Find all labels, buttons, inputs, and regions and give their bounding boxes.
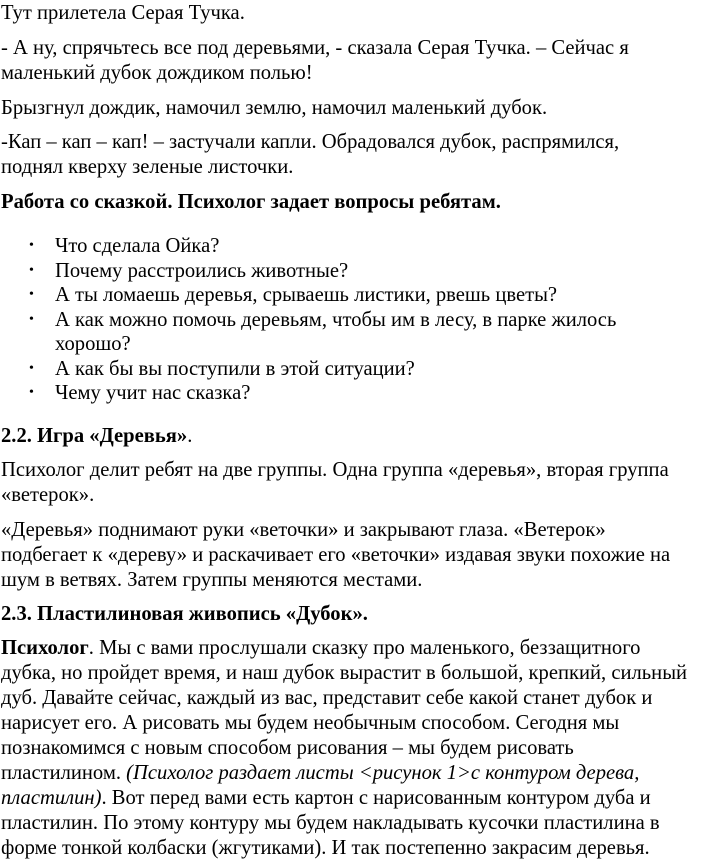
bullet-icon: • bbox=[29, 385, 34, 400]
story-text: маленький дубок дождиком полью! bbox=[1, 62, 313, 84]
plasticine-text: пластилином. bbox=[1, 762, 127, 784]
game-paragraph-1 bbox=[1, 458, 704, 508]
list-item bbox=[0, 234, 704, 259]
question-text: хорошо? bbox=[55, 333, 131, 355]
plasticine-text: . Вот перед вами есть картон с нарисованным контуром дуба и bbox=[101, 787, 651, 809]
list-item bbox=[0, 259, 704, 284]
speaker-label: Психолог bbox=[1, 637, 89, 659]
story-text: Тут прилетела Серая Тучка. bbox=[1, 2, 245, 24]
plasticine-text: нарисует его. А рисовать мы будем необычным способом. Сегодня мы bbox=[1, 712, 620, 734]
section-heading-plasticine: 2.3. Пластилиновая живопись «Дубок». bbox=[1, 603, 368, 625]
section-heading-game bbox=[1, 424, 704, 449]
game-text: подбегает к «дереву» и раскачивает его «веточки» издавая звуки похожие на bbox=[1, 544, 671, 566]
story-text: -Кап – кап – кап! – застучали капли. Обрадовался дубок, распрямился, bbox=[1, 131, 620, 153]
question-text: Почему расстроились животные? bbox=[55, 259, 349, 282]
section-heading-work: Работа со сказкой. Психолог задает вопросы ребятам. bbox=[1, 191, 501, 213]
story-text: Брызгнул дождик, намочил землю, намочил маленький дубок. bbox=[1, 97, 548, 119]
plasticine-paragraph bbox=[1, 636, 704, 861]
story-text: поднял кверху зеленые листочки. bbox=[1, 156, 294, 178]
bullet-icon: • bbox=[29, 360, 34, 376]
question-text: А ты ломаешь деревья, срываешь листики, рвешь цветы? bbox=[55, 284, 558, 306]
plasticine-text: пластилин. По этому контуру мы будем накладывать кусочки пластилина в bbox=[1, 812, 660, 834]
stage-direction-text: пластилин) bbox=[1, 787, 102, 809]
plasticine-text: познакомимся с новым способом рисования – мы будем рисовать bbox=[1, 737, 574, 759]
question-text: Что сделала Ойка? bbox=[55, 235, 220, 257]
story-paragraph-1 bbox=[1, 1, 704, 26]
plasticine-text: дубка, но пройдет время, и наш дубок вырастит в большой, крепкий, сильный bbox=[1, 662, 688, 684]
story-paragraph-4 bbox=[1, 130, 704, 180]
list-item bbox=[0, 308, 704, 357]
bullet-icon: • bbox=[29, 262, 34, 278]
game-text: «Деревья» поднимают руки «веточки» и закрывают глаза. «Ветерок» bbox=[1, 519, 606, 541]
list-item bbox=[0, 381, 704, 406]
heading-text: 2.2. Игра «Деревья» bbox=[1, 425, 188, 447]
game-text: «ветерок». bbox=[1, 484, 95, 506]
game-text: Психолог делит ребят на две группы. Одна группа «деревья», вторая группа bbox=[1, 459, 669, 481]
list-item bbox=[0, 357, 704, 382]
list-item bbox=[0, 283, 704, 308]
story-text: - А ну, спрячьтесь все под деревьями, - сказала Серая Тучка. – Сейчас я bbox=[1, 37, 629, 59]
story-paragraph-2 bbox=[1, 36, 704, 86]
game-text: шум в ветвях. Затем группы меняются местами. bbox=[1, 569, 423, 591]
question-text: А как бы вы поступили в этой ситуации? bbox=[55, 357, 415, 380]
bullet-icon: • bbox=[29, 238, 34, 253]
game-paragraph-2 bbox=[1, 518, 704, 593]
question-list bbox=[0, 234, 704, 406]
stage-direction-text: (Психолог раздает листы <рисунок 1>с контуром дерева, bbox=[126, 762, 640, 784]
plasticine-text: форме тонкой колбаски (жгутиками). И так постепенно закрасим деревья. bbox=[1, 837, 650, 859]
heading-period: . bbox=[187, 425, 193, 447]
story-paragraph-3 bbox=[1, 96, 704, 121]
question-text: Чему учит нас сказка? bbox=[55, 382, 251, 404]
question-text: А как можно помочь деревьям, чтобы им в лесу, в парке жилось bbox=[55, 308, 617, 331]
plasticine-text: . Мы с вами прослушали сказку про маленького, беззащитного bbox=[88, 637, 641, 659]
bullet-icon: • bbox=[29, 311, 34, 327]
bullet-icon: • bbox=[29, 287, 34, 302]
plasticine-text: дуб. Давайте сейчас, каждый из вас, представит себе какой станет дубок и bbox=[1, 687, 653, 709]
